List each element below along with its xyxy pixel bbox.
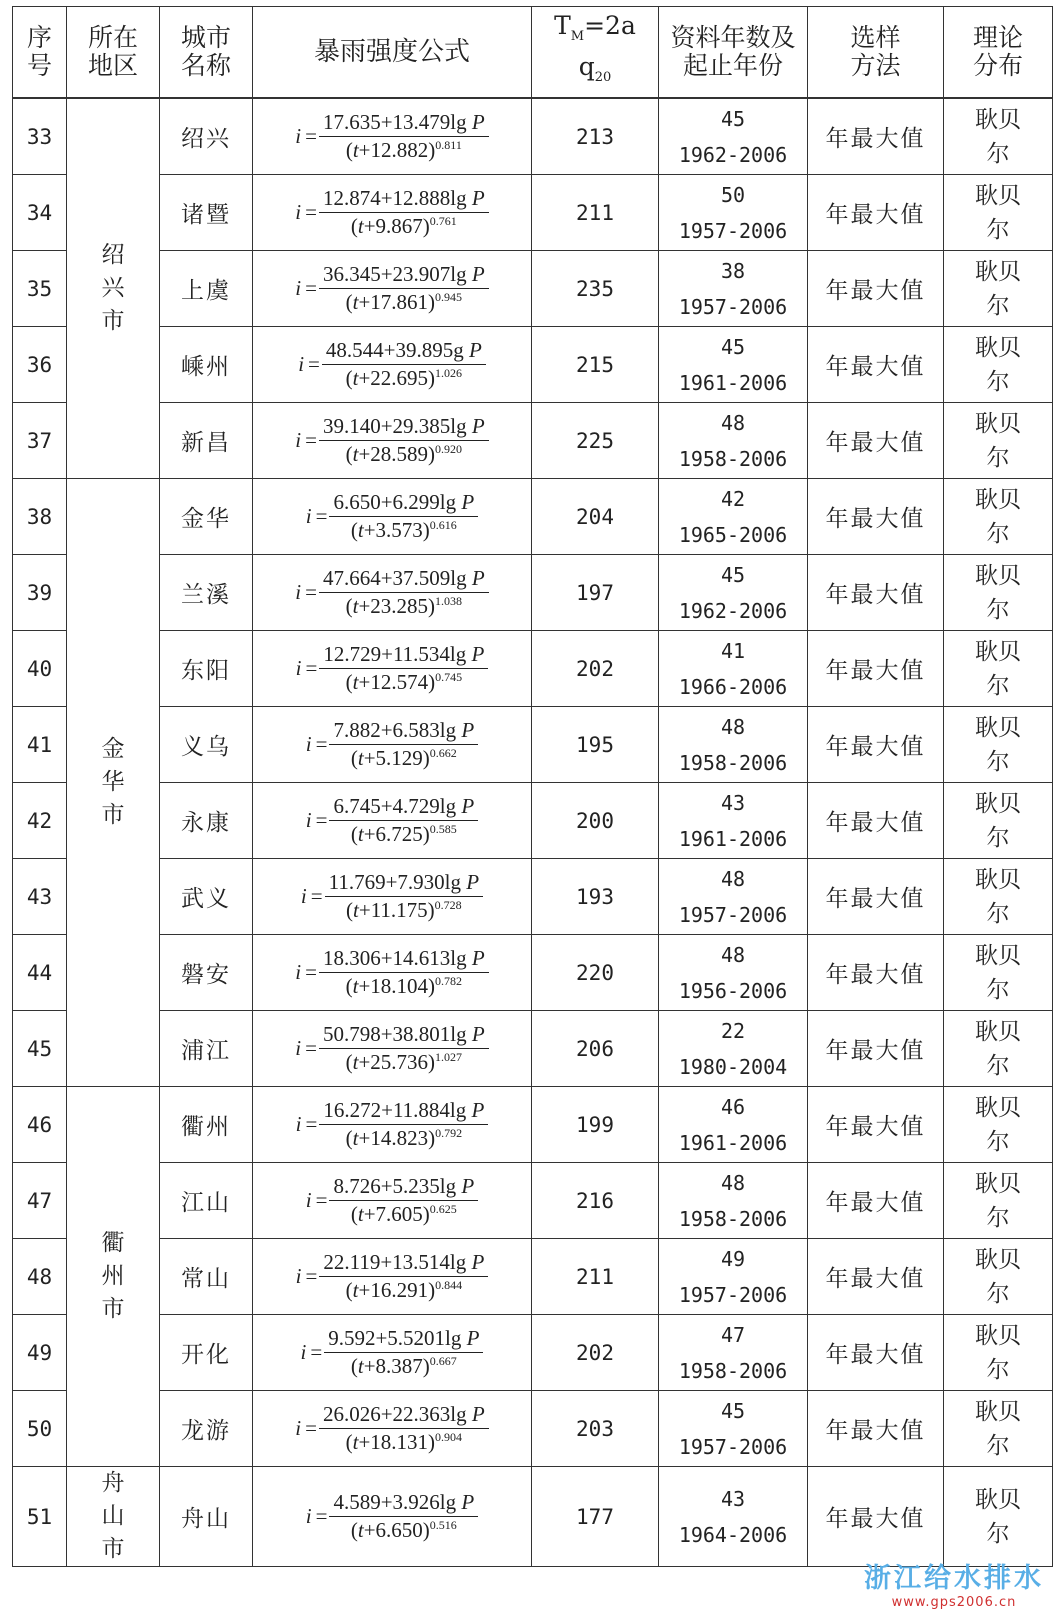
formula: i = $\frac{\text{16.272+11.884lg P}}{(t+14.823)^{0.792}}$ <box>296 1098 489 1151</box>
formula: i = $\frac{\text{12.874+12.888lg P}}{(t+9.867)^{0.761}}$ <box>295 186 488 239</box>
formula-cell <box>253 555 532 631</box>
table-row <box>13 98 1053 175</box>
formula: i = $\frac{\text{39.140+29.385lg P}}{(t+28.589)^{0.920}}$ <box>295 414 488 467</box>
method-cell: 年最大值 <box>808 1315 944 1391</box>
years-range: 1957-2006 <box>678 218 788 243</box>
formula: i = $\frac{\text{18.306+14.613lg P}}{(t+18.104)^{0.782}}$ <box>295 946 488 999</box>
years-count: 38 <box>720 258 746 283</box>
formula: i = $\frac{\text{9.592+5.5201lg P}}{(t+8.387)^{0.667}}$ <box>301 1326 484 1379</box>
years-cell <box>659 707 808 783</box>
years-count: 50 <box>720 182 746 207</box>
method-cell: 年最大值 <box>808 1391 944 1467</box>
watermark-url: www.gps2006.cn <box>891 1595 1017 1610</box>
years-cell <box>659 1163 808 1239</box>
seq-cell: 45 <box>13 1011 67 1087</box>
seq-cell: 47 <box>13 1163 67 1239</box>
seq-cell: 49 <box>13 1315 67 1391</box>
formula-cell <box>253 1391 532 1467</box>
q20-cell: 177 <box>532 1467 659 1567</box>
city-cell: 舟山 <box>160 1467 253 1567</box>
method-cell: 年最大值 <box>808 403 944 479</box>
years-count: 49 <box>720 1246 746 1271</box>
header-years: 资料年数及 起止年份 <box>659 7 808 99</box>
years-count: 48 <box>720 942 746 967</box>
method-cell: 年最大值 <box>808 783 944 859</box>
years-range: 1980-2004 <box>678 1054 788 1079</box>
formula-cell <box>253 783 532 859</box>
formula-cell <box>253 479 532 555</box>
city-cell: 武义 <box>160 859 253 935</box>
years-range: 1961-2006 <box>678 826 788 851</box>
city-cell: 开化 <box>160 1315 253 1391</box>
formula-cell <box>253 631 532 707</box>
q20-cell: 211 <box>532 175 659 251</box>
distribution-cell: 耿贝 尔 <box>944 1011 1053 1087</box>
years-range: 1962-2006 <box>678 142 788 167</box>
years-range: 1965-2006 <box>678 522 788 547</box>
header-formula: 暴雨强度公式 <box>253 7 532 99</box>
method-cell: 年最大值 <box>808 98 944 175</box>
header-method: 选样 方法 <box>808 7 944 99</box>
distribution-cell: 耿贝 尔 <box>944 1087 1053 1163</box>
method-cell: 年最大值 <box>808 707 944 783</box>
formula: i = $\frac{\text{6.745+4.729lg P}}{(t+6.725)^{0.585}}$ <box>306 794 478 847</box>
distribution-cell: 耿贝 尔 <box>944 935 1053 1011</box>
formula: i = $\frac{\text{7.882+6.583lg P}}{(t+5.129)^{0.662}}$ <box>306 718 478 771</box>
seq-cell: 41 <box>13 707 67 783</box>
distribution-cell: 耿贝 尔 <box>944 631 1053 707</box>
formula: i = $\frac{\text{6.650+6.299lg P}}{(t+3.573)^{0.616}}$ <box>306 490 478 543</box>
years-count: 42 <box>720 486 746 511</box>
years-cell <box>659 1467 808 1567</box>
years-range: 1957-2006 <box>678 1434 788 1459</box>
years-count: 45 <box>720 106 746 131</box>
q20-cell: 202 <box>532 1315 659 1391</box>
city-cell: 诸暨 <box>160 175 253 251</box>
region-cell <box>67 1467 160 1567</box>
years-range: 1964-2006 <box>678 1522 788 1547</box>
years-cell <box>659 1087 808 1163</box>
formula-cell <box>253 1163 532 1239</box>
years-range: 1957-2006 <box>678 902 788 927</box>
table-header <box>13 7 1053 99</box>
distribution-cell: 耿贝 尔 <box>944 783 1053 859</box>
seq-cell: 51 <box>13 1467 67 1567</box>
city-cell: 江山 <box>160 1163 253 1239</box>
method-cell: 年最大值 <box>808 1467 944 1567</box>
formula: i = $\frac{\text{47.664+37.509lg P}}{(t+23.285)^{1.038}}$ <box>295 566 488 619</box>
years-cell <box>659 935 808 1011</box>
city-cell: 浦江 <box>160 1011 253 1087</box>
q20-cell: 225 <box>532 403 659 479</box>
formula: i = $\frac{\text{11.769+7.930lg P}}{(t+11.175)^{0.728}}$ <box>301 870 483 923</box>
distribution-cell: 耿贝 尔 <box>944 1467 1053 1567</box>
city-cell: 绍兴 <box>160 98 253 175</box>
distribution-cell: 耿贝 尔 <box>944 327 1053 403</box>
formula: i = $\frac{\text{17.635+13.479lg P}}{(t+12.882)^{0.811}}$ <box>295 110 488 163</box>
years-range: 1961-2006 <box>678 370 788 395</box>
table-row <box>13 1087 1053 1163</box>
years-count: 46 <box>720 1094 746 1119</box>
q20-cell: 220 <box>532 935 659 1011</box>
seq-cell: 38 <box>13 479 67 555</box>
years-cell <box>659 251 808 327</box>
formula-cell <box>253 327 532 403</box>
formula-cell <box>253 251 532 327</box>
header-region: 所在 地区 <box>67 7 160 99</box>
method-cell: 年最大值 <box>808 175 944 251</box>
years-count: 22 <box>720 1018 746 1043</box>
years-range: 1958-2006 <box>678 446 788 471</box>
seq-cell: 34 <box>13 175 67 251</box>
distribution-cell: 耿贝 尔 <box>944 1239 1053 1315</box>
watermark-logo <box>864 1556 1044 1610</box>
years-cell <box>659 403 808 479</box>
formula: i = $\frac{\text{8.726+5.235lg P}}{(t+7.605)^{0.625}}$ <box>306 1174 478 1227</box>
city-cell: 常山 <box>160 1239 253 1315</box>
table-row <box>13 1391 1053 1467</box>
city-cell: 龙游 <box>160 1391 253 1467</box>
method-cell: 年最大值 <box>808 631 944 707</box>
years-cell <box>659 859 808 935</box>
table-row <box>13 1467 1053 1567</box>
distribution-cell: 耿贝 尔 <box>944 479 1053 555</box>
years-count: 43 <box>720 1486 746 1511</box>
city-cell: 东阳 <box>160 631 253 707</box>
formula: i = $\frac{\text{12.729+11.534lg P}}{(t+12.574)^{0.745}}$ <box>296 642 489 695</box>
city-cell: 新昌 <box>160 403 253 479</box>
table-row <box>13 859 1053 935</box>
distribution-cell: 耿贝 尔 <box>944 175 1053 251</box>
q20-cell: 204 <box>532 479 659 555</box>
method-cell: 年最大值 <box>808 935 944 1011</box>
method-cell: 年最大值 <box>808 1163 944 1239</box>
region-name: 绍 兴 市 <box>101 242 125 334</box>
city-cell: 永康 <box>160 783 253 859</box>
seq-cell: 37 <box>13 403 67 479</box>
seq-cell: 40 <box>13 631 67 707</box>
years-count: 48 <box>720 1170 746 1195</box>
table-row <box>13 403 1053 479</box>
formula-cell <box>253 1011 532 1087</box>
header-q20: $T_M=2a$ $q_{20}$ <box>532 7 659 99</box>
formula-cell <box>253 859 532 935</box>
seq-cell: 50 <box>13 1391 67 1467</box>
q20-cell: 193 <box>532 859 659 935</box>
region-cell <box>67 1087 160 1467</box>
q20-cell: 195 <box>532 707 659 783</box>
method-cell: 年最大值 <box>808 555 944 631</box>
rainstorm-intensity-table <box>12 6 1053 1567</box>
years-cell <box>659 98 808 175</box>
city-cell: 上虞 <box>160 251 253 327</box>
years-cell <box>659 1239 808 1315</box>
table-row <box>13 479 1053 555</box>
years-count: 45 <box>720 562 746 587</box>
formula-cell <box>253 98 532 175</box>
years-cell <box>659 1391 808 1467</box>
years-count: 45 <box>720 1398 746 1423</box>
table-row <box>13 1011 1053 1087</box>
years-cell <box>659 555 808 631</box>
seq-cell: 48 <box>13 1239 67 1315</box>
q20-cell: 206 <box>532 1011 659 1087</box>
years-cell <box>659 1011 808 1087</box>
years-count: 48 <box>720 410 746 435</box>
q20-cell: 235 <box>532 251 659 327</box>
method-cell: 年最大值 <box>808 1239 944 1315</box>
table-row <box>13 707 1053 783</box>
region-cell <box>67 479 160 1087</box>
q20-cell: 197 <box>532 555 659 631</box>
formula: i = $\frac{\text{26.026+22.363lg P}}{(t+18.131)^{0.904}}$ <box>295 1402 488 1455</box>
header-distribution: 理论 分布 <box>944 7 1053 99</box>
years-cell <box>659 175 808 251</box>
seq-cell: 36 <box>13 327 67 403</box>
q20-cell: 203 <box>532 1391 659 1467</box>
distribution-cell: 耿贝 尔 <box>944 98 1053 175</box>
region-name: 衢 州 市 <box>101 1230 125 1322</box>
table-row <box>13 1239 1053 1315</box>
header-city: 城市 名称 <box>160 7 253 99</box>
region-name: 金 华 市 <box>101 736 125 828</box>
years-range: 1958-2006 <box>678 1358 788 1383</box>
header-seq: 序 号 <box>13 7 67 99</box>
formula-cell <box>253 1239 532 1315</box>
distribution-cell: 耿贝 尔 <box>944 403 1053 479</box>
table-row <box>13 251 1053 327</box>
q20-cell: 213 <box>532 98 659 175</box>
years-cell <box>659 631 808 707</box>
city-cell: 磐安 <box>160 935 253 1011</box>
table-row <box>13 555 1053 631</box>
formula: i = $\frac{\text{50.798+38.801lg P}}{(t+25.736)^{1.027}}$ <box>295 1022 488 1075</box>
table-row <box>13 1163 1053 1239</box>
seq-cell: 39 <box>13 555 67 631</box>
region-name: 舟 山 市 <box>101 1470 125 1562</box>
seq-cell: 46 <box>13 1087 67 1163</box>
years-range: 1958-2006 <box>678 1206 788 1231</box>
years-range: 1962-2006 <box>678 598 788 623</box>
seq-cell: 33 <box>13 98 67 175</box>
years-count: 45 <box>720 334 746 359</box>
years-cell <box>659 783 808 859</box>
city-cell: 嵊州 <box>160 327 253 403</box>
distribution-cell: 耿贝 尔 <box>944 859 1053 935</box>
table-body <box>13 98 1053 1567</box>
years-cell <box>659 479 808 555</box>
years-cell <box>659 327 808 403</box>
years-range: 1966-2006 <box>678 674 788 699</box>
formula-cell <box>253 1467 532 1567</box>
city-cell: 衢州 <box>160 1087 253 1163</box>
table-row <box>13 631 1053 707</box>
distribution-cell: 耿贝 尔 <box>944 1391 1053 1467</box>
years-count: 47 <box>720 1322 746 1347</box>
formula: i = $\frac{\text{4.589+3.926lg P}}{(t+6.650)^{0.516}}$ <box>306 1490 478 1543</box>
distribution-cell: 耿贝 尔 <box>944 555 1053 631</box>
formula-cell <box>253 175 532 251</box>
formula-cell <box>253 403 532 479</box>
years-count: 48 <box>720 714 746 739</box>
method-cell: 年最大值 <box>808 859 944 935</box>
q20-cell: 199 <box>532 1087 659 1163</box>
formula-cell <box>253 1315 532 1391</box>
distribution-cell: 耿贝 尔 <box>944 1163 1053 1239</box>
formula: i = $\frac{\text{22.119+13.514lg P}}{(t+16.291)^{0.844}}$ <box>296 1250 489 1303</box>
distribution-cell: 耿贝 尔 <box>944 707 1053 783</box>
table-row <box>13 175 1053 251</box>
city-cell: 义乌 <box>160 707 253 783</box>
seq-cell: 44 <box>13 935 67 1011</box>
table-row <box>13 783 1053 859</box>
method-cell: 年最大值 <box>808 327 944 403</box>
city-cell: 兰溪 <box>160 555 253 631</box>
q20-cell: 202 <box>532 631 659 707</box>
seq-cell: 35 <box>13 251 67 327</box>
q20-cell: 216 <box>532 1163 659 1239</box>
years-count: 43 <box>720 790 746 815</box>
years-count: 41 <box>720 638 746 663</box>
distribution-cell: 耿贝 尔 <box>944 251 1053 327</box>
years-range: 1958-2006 <box>678 750 788 775</box>
watermark-title: 浙江给水排水 <box>864 1563 1044 1594</box>
table-row <box>13 327 1053 403</box>
seq-cell: 43 <box>13 859 67 935</box>
method-cell: 年最大值 <box>808 1011 944 1087</box>
formula-cell <box>253 1087 532 1163</box>
method-cell: 年最大值 <box>808 479 944 555</box>
years-range: 1957-2006 <box>678 294 788 319</box>
table-row <box>13 1315 1053 1391</box>
years-count: 48 <box>720 866 746 891</box>
years-range: 1956-2006 <box>678 978 788 1003</box>
seq-cell: 42 <box>13 783 67 859</box>
formula: i = $\frac{\text{48.544+39.895g P}}{(t+22.695)^{1.026}}$ <box>298 338 486 391</box>
rainstorm-intensity-table-sheet <box>12 6 1052 1562</box>
distribution-cell: 耿贝 尔 <box>944 1315 1053 1391</box>
q20-cell: 211 <box>532 1239 659 1315</box>
years-cell <box>659 1315 808 1391</box>
years-range: 1957-2006 <box>678 1282 788 1307</box>
q20-cell: 200 <box>532 783 659 859</box>
table-row <box>13 935 1053 1011</box>
formula: i = $\frac{\text{36.345+23.907lg P}}{(t+17.861)^{0.945}}$ <box>295 262 488 315</box>
formula-cell <box>253 935 532 1011</box>
method-cell: 年最大值 <box>808 1087 944 1163</box>
q20-cell: 215 <box>532 327 659 403</box>
city-cell: 金华 <box>160 479 253 555</box>
formula-cell <box>253 707 532 783</box>
method-cell: 年最大值 <box>808 251 944 327</box>
region-cell <box>67 98 160 479</box>
years-range: 1961-2006 <box>678 1130 788 1155</box>
